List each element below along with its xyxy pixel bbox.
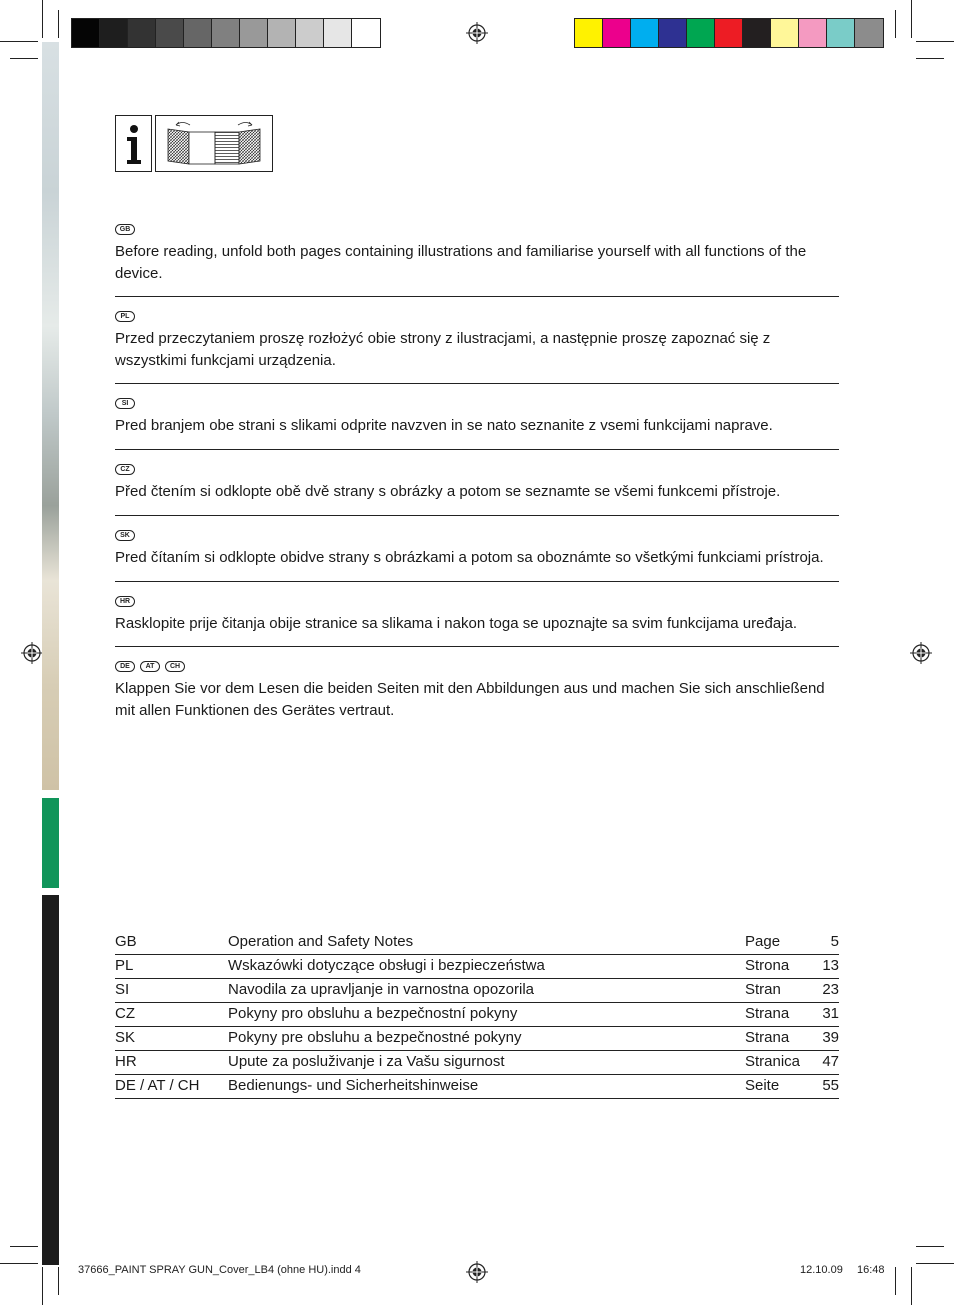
toc-title: Pokyny pro obsluhu a bezpečnostní pokyny xyxy=(228,1005,518,1022)
toc-title: Navodila za upravljanje in varnostna opozorila xyxy=(228,981,535,998)
crop-mark xyxy=(42,1267,43,1305)
toc-page-label: Stran xyxy=(745,981,781,998)
language-badges xyxy=(115,398,839,412)
divider xyxy=(115,515,839,516)
toc-title: Bedienungs- und Sicherheitshinweise xyxy=(228,1077,479,1094)
divider xyxy=(115,383,839,384)
color-bar xyxy=(574,18,884,48)
language-badge: SI xyxy=(115,398,135,409)
crop-mark xyxy=(10,1246,38,1247)
color-swatch xyxy=(128,19,156,47)
language-badge: DE xyxy=(115,661,135,672)
crop-mark xyxy=(911,0,912,38)
toc-page-label: Strana xyxy=(745,1029,790,1046)
toc-row[interactable] xyxy=(115,979,839,1003)
toc-page-label: Stranica xyxy=(745,1053,801,1070)
crop-mark xyxy=(10,58,38,59)
toc-row[interactable] xyxy=(115,1003,839,1027)
color-swatch xyxy=(184,19,212,47)
toc-row[interactable] xyxy=(115,955,839,979)
toc-title: Upute za posluživanje i za Vašu sigurnost xyxy=(228,1053,505,1070)
instruction-text: Before reading, unfold both pages containing illustrations and familiarise yourself with all functions of the device. xyxy=(115,243,807,282)
crop-mark xyxy=(0,1263,38,1264)
color-swatch xyxy=(72,19,100,47)
language-badges xyxy=(115,530,839,544)
toc-page-number: 23 xyxy=(822,981,839,998)
toc-row[interactable] xyxy=(115,931,839,955)
color-swatch xyxy=(827,19,855,47)
crop-mark xyxy=(58,10,59,38)
color-swatch xyxy=(743,19,771,47)
language-badge: GB xyxy=(115,224,135,235)
toc-page-label: Page xyxy=(745,933,781,950)
toc-page-number: 47 xyxy=(822,1053,839,1070)
crop-mark xyxy=(42,0,43,38)
toc-page-number: 55 xyxy=(822,1077,839,1094)
toc-language-code: CZ xyxy=(115,1005,135,1022)
color-swatch xyxy=(212,19,240,47)
crop-mark xyxy=(895,10,896,38)
toc-page-number: 13 xyxy=(822,957,839,974)
cover-black-strip xyxy=(42,895,59,1265)
language-badge: HR xyxy=(115,596,135,607)
section-si xyxy=(115,398,839,437)
crop-mark xyxy=(58,1267,59,1295)
toc-language-code: PL xyxy=(115,957,134,974)
cover-green-strip xyxy=(42,798,59,888)
color-swatch xyxy=(771,19,799,47)
color-swatch xyxy=(631,19,659,47)
cover-photo-strip xyxy=(42,42,59,790)
divider xyxy=(115,296,839,297)
language-badges xyxy=(115,464,839,478)
instruction-text: Przed przeczytaniem proszę rozłożyć obie strony z ilustracjami, a następnie proszę zapoznać się z wszystkimi funkcjami urządzenia. xyxy=(115,330,771,369)
crop-mark xyxy=(916,41,954,42)
crop-mark xyxy=(895,1267,896,1295)
language-badge: CZ xyxy=(115,464,135,475)
color-swatch xyxy=(240,19,268,47)
toc-title: Wskazówki dotyczące obsługi i bezpieczeństwa xyxy=(228,957,545,974)
gray-scale-bar xyxy=(71,18,381,48)
toc-row[interactable] xyxy=(115,1051,839,1075)
registration-mark-icon xyxy=(21,642,43,664)
color-swatch xyxy=(352,19,380,47)
toc-title: Operation and Safety Notes xyxy=(228,933,414,950)
section-de-at-ch xyxy=(115,661,839,722)
divider xyxy=(115,646,839,647)
registration-mark-icon xyxy=(466,1261,488,1283)
footer-date: 12.10.09 xyxy=(800,1264,843,1276)
registration-mark-icon xyxy=(910,642,932,664)
language-badge: AT xyxy=(140,661,160,672)
instruction-text: Pred čítaním si odklopte obidve strany s obrázkami a potom sa oboznámte so všetkými funkciami prístroja. xyxy=(115,549,824,566)
toc-page-label: Seite xyxy=(745,1077,780,1094)
crop-mark xyxy=(911,1267,912,1305)
toc-row[interactable] xyxy=(115,1027,839,1051)
color-swatch xyxy=(296,19,324,47)
language-badge: PL xyxy=(115,311,135,322)
toc-page-label: Strona xyxy=(745,957,790,974)
divider xyxy=(115,449,839,450)
color-swatch xyxy=(687,19,715,47)
section-pl xyxy=(115,311,839,372)
toc-page-label: Strana xyxy=(745,1005,790,1022)
color-swatch xyxy=(799,19,827,47)
language-badges xyxy=(115,224,839,238)
table-of-contents xyxy=(115,931,839,1099)
language-badges xyxy=(115,661,839,675)
color-swatch xyxy=(100,19,128,47)
color-swatch xyxy=(324,19,352,47)
toc-page-number: 39 xyxy=(822,1029,839,1046)
toc-page-number: 31 xyxy=(822,1005,839,1022)
color-swatch xyxy=(156,19,184,47)
crop-mark xyxy=(916,1246,944,1247)
section-sk xyxy=(115,530,839,569)
unfold-pages-icon xyxy=(155,115,273,172)
section-gb xyxy=(115,224,839,285)
toc-language-code: DE / AT / CH xyxy=(115,1077,200,1094)
instruction-text: Před čtením si odklopte obě dvě strany s obrázky a potom se seznamte se všemi funkcemi přístroje. xyxy=(115,483,781,500)
crop-mark xyxy=(916,1263,954,1264)
color-swatch xyxy=(268,19,296,47)
color-swatch xyxy=(715,19,743,47)
language-badge: SK xyxy=(115,530,135,541)
info-icon xyxy=(115,115,152,172)
toc-language-code: SI xyxy=(115,981,130,998)
crop-mark xyxy=(916,58,944,59)
toc-language-code: HR xyxy=(115,1053,137,1070)
crop-mark xyxy=(0,41,38,42)
footer-time: 16:48 xyxy=(857,1264,885,1276)
language-badges xyxy=(115,311,839,325)
color-swatch xyxy=(575,19,603,47)
color-swatch xyxy=(603,19,631,47)
instruction-text: Pred branjem obe strani s slikami odprite navzven in se nato seznanite z vsemi funkcijami naprave. xyxy=(115,417,773,434)
divider xyxy=(115,581,839,582)
toc-row[interactable] xyxy=(115,1075,839,1099)
toc-language-code: SK xyxy=(115,1029,136,1046)
footer-filename: 37666_PAINT SPRAY GUN_Cover_LB4 (ohne HU).indd 4 xyxy=(78,1264,361,1276)
color-swatch xyxy=(855,19,883,47)
color-swatch xyxy=(659,19,687,47)
section-cz xyxy=(115,464,839,503)
toc-title: Pokyny pre obsluhu a bezpečnostné pokyny xyxy=(228,1029,522,1046)
language-badge: CH xyxy=(165,661,185,672)
toc-language-code: GB xyxy=(115,933,137,950)
instruction-text: Klappen Sie vor dem Lesen die beiden Seiten mit den Abbildungen aus und machen Sie sich anschließend mit allen Funktionen des Gerätes vertraut. xyxy=(115,680,825,719)
toc-page-number: 5 xyxy=(830,933,839,950)
registration-mark-icon xyxy=(466,22,488,44)
instruction-text: Rasklopite prije čitanja obije stranice sa slikama i nakon toga se upoznajte sa svim funkcijama uređaja. xyxy=(115,615,798,632)
section-hr xyxy=(115,596,839,635)
language-badges xyxy=(115,596,839,610)
